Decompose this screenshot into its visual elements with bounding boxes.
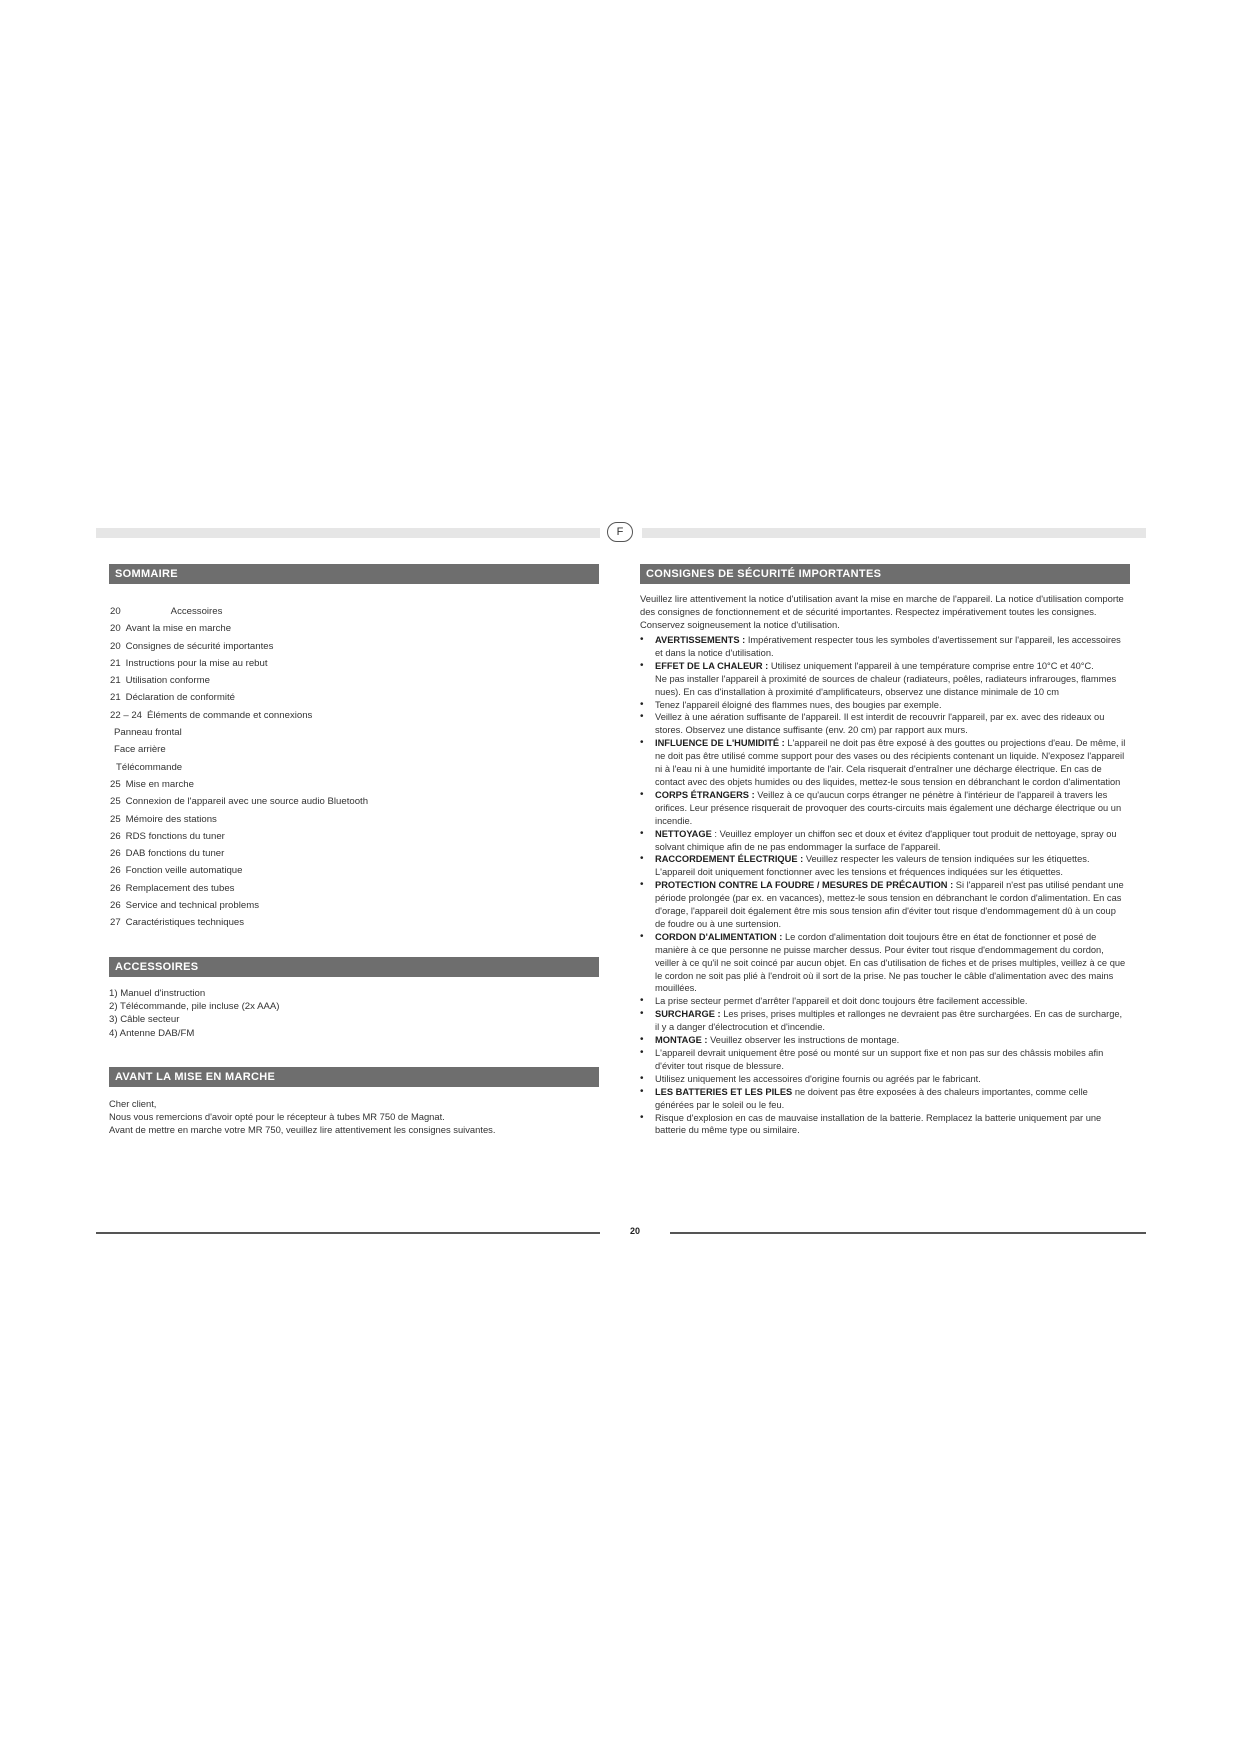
toc-entry (110, 897, 590, 914)
toc-entry (110, 880, 590, 897)
instruction-line: Avant de mettre en marche votre MR 750, veuillez lire attentivement les consignes suivantes. (109, 1124, 496, 1135)
toc-entry (110, 862, 590, 879)
safety-item (640, 1073, 1128, 1086)
toc-entry (110, 914, 590, 931)
safety-item (640, 995, 1128, 1008)
safety-item-text: Le cordon d'alimentation doit toujours être en état de fonctionner et posé de manière à ce que personne ne puisse marcher dessus. Pour éviter tout risque d'endommagement du cordon, veiller à ce qu'il ne soit coincé par aucun objet. En cas d'utilisation de fiches et de prises multiples, veillez à ce que le cordon ne soit pas plié à l'endroit où il sort de la prise. Ne pas toucher le câble d'alimentation avec des mains mouillées. (655, 931, 1126, 994)
toc-label: DAB fonctions du tuner (125, 848, 225, 860)
safety-item (640, 828, 1128, 854)
safety-item-title: EFFET DE LA CHALEUR : (655, 660, 769, 671)
safety-item (640, 737, 1128, 789)
safety-item (640, 931, 1128, 996)
toc-entry (110, 707, 590, 724)
consignes-header: CONSIGNES DE SÉCURITÉ IMPORTANTES (640, 564, 1130, 584)
safety-item-text: Veillez à une aération suffisante de l'appareil. Il est interdit de recouvrir l'appareil, par ex. avec des rideaux ou stores. Observez une distance suffisante (env. 20 cm) par rapport aux murs. (655, 712, 1105, 736)
toc-entry (110, 672, 590, 689)
toc-page-number: 21 (110, 692, 121, 704)
toc-page-number: 21 (110, 675, 121, 687)
toc-page-number: 26 (110, 848, 121, 860)
toc-entry (110, 793, 590, 810)
toc-entry (110, 828, 590, 845)
safety-item-title: MONTAGE : (655, 1035, 708, 1046)
list-item: 3) Câble secteur (109, 1014, 180, 1026)
toc-entry (110, 845, 590, 862)
safety-item-extra: Ne pas installer l'appareil à proximité de sources de chaleur (radiateurs, poêles, radiateurs infrarouges, flammes nues). En cas d'installation à proximité d'amplificateurs, observez une distance minimale de 10 cm (655, 673, 1117, 697)
toc-page-number: 26 (110, 830, 121, 842)
safety-item-title: PROTECTION CONTRE LA FOUDRE / MESURES DE PRÉCAUTION : (655, 880, 954, 891)
safety-item-text: : Veuillez employer un chiffon sec et doux et évitez d'appliquer tout produit de nettoyage, spray ou solvant chimique afin de ne pas endommager la surface de l'appareil. (655, 828, 1117, 852)
safety-item (640, 699, 1128, 712)
safety-item-title: CORPS ÉTRANGERS : (655, 789, 755, 800)
toc-label: Service and technical problems (125, 900, 259, 912)
language-badge: F (607, 522, 633, 542)
toc-page-number: 20 (110, 606, 121, 617)
safety-item-title: AVERTISSEMENTS : (655, 635, 746, 645)
safety-item (640, 1034, 1128, 1047)
toc-label: Avant la mise en marche (125, 623, 232, 635)
toc-label: Mise en marche (125, 778, 194, 790)
list-item: 4) Antenne DAB/FM (109, 1027, 195, 1039)
list-item: 1) Manuel d'instruction (109, 988, 206, 999)
toc-page-number: 25 (110, 813, 121, 825)
toc-label: Panneau frontal (114, 727, 182, 739)
toc-label: Accessoires (170, 606, 223, 617)
toc-entry (110, 776, 590, 793)
thanks-line: Nous vous remercions d'avoir opté pour le récepteur à tubes MR 750 de Magnat. (109, 1111, 445, 1122)
consignes-intro: Veuillez lire attentivement la notice d'utilisation avant la mise en marche de l'appareil. La notice d'utilisation comporte des consignes de fonctionnement et de sécurité importantes. Respectez impérativement toutes les consignes. Conservez soigneusement la notice d'utilisation. (640, 593, 1124, 630)
toc-page-number: 25 (110, 796, 121, 808)
toc-entry (110, 724, 590, 741)
toc-label: Fonction veille automatique (125, 865, 243, 877)
safety-item-text: Veuillez respecter les valeurs de tension indiquées sur les étiquettes. L'appareil doit uniquement fonctionner avec les tensions et fréquences indiquées sur les étiquettes. (655, 854, 1090, 878)
toc-entry (110, 689, 590, 706)
toc-entry (110, 741, 590, 758)
toc-label: Éléments de commande et connexions (147, 709, 313, 721)
safety-item (640, 1112, 1128, 1138)
safety-list (640, 634, 1128, 1137)
table-of-contents (110, 603, 590, 932)
safety-item (640, 1086, 1128, 1112)
toc-page-number: 20 (110, 623, 121, 635)
safety-item-text: L'appareil devrait uniquement être posé ou monté sur un support fixe et non pas sur des châssis mobiles afin d'éviter tout risque de blessure. (655, 1048, 1104, 1071)
safety-item-text: Veuillez observer les instructions de montage. (707, 1035, 900, 1046)
safety-item-text: Utilisez uniquement les accessoires d'origine fournis ou agréés par le fabricant. (655, 1073, 981, 1084)
toc-label: Utilisation conforme (125, 675, 210, 687)
list-item: 2) Télécommande, pile incluse (2x AAA) (109, 1001, 280, 1013)
safety-item-title: CORDON D'ALIMENTATION : (655, 931, 783, 942)
toc-page-number: 20 (110, 640, 121, 652)
header-rule-left (96, 528, 600, 538)
header-rule-right (642, 528, 1146, 538)
safety-item-text: Utilisez uniquement l'appareil à une température comprise entre 10°C et 40°C. (768, 660, 1094, 671)
toc-label: Connexion de l'appareil avec une source audio Bluetooth (125, 796, 369, 808)
toc-entry (110, 759, 590, 776)
safety-item-title: RACCORDEMENT ÉLECTRIQUE : (655, 854, 804, 865)
toc-label: Déclaration de conformité (125, 692, 235, 704)
toc-page-number: 26 (110, 865, 121, 877)
toc-label: RDS fonctions du tuner (125, 830, 225, 842)
safety-item-text: Les prises, prises multiples et rallonges ne devraient pas être surchargées. En cas de surcharge, il y a danger d'électrocution et d'incendie. (655, 1009, 1123, 1033)
safety-item-text: ne doivent pas être exposées à des chaleurs importantes, comme celle générées par le soleil ou le feu. (655, 1086, 1088, 1110)
safety-item (640, 660, 1128, 699)
safety-item-title: LES BATTERIES ET LES PILES (655, 1086, 793, 1097)
toc-label: Consignes de sécurité importantes (125, 640, 274, 652)
safety-item (640, 1047, 1128, 1073)
toc-label: Mémoire des stations (125, 813, 217, 825)
toc-page-number: 27 (110, 917, 121, 929)
accessoires-header: ACCESSOIRES (109, 957, 599, 977)
toc-entry (110, 811, 590, 828)
safety-item (640, 711, 1128, 737)
safety-item-text: Veillez à ce qu'aucun corps étranger ne pénètre à l'intérieur de l'appareil à travers les orifices. Leur présence risquerait de provoquer des courts-circuits mais également une décharge électrique ou un incendie. (655, 789, 1122, 826)
toc-label: Face arrière (114, 744, 166, 756)
footer-rule-right (670, 1232, 1146, 1234)
toc-entry (110, 620, 590, 637)
footer-rule-left (96, 1232, 600, 1234)
toc-entry (110, 638, 590, 655)
toc-entry (110, 655, 590, 672)
safety-item-text: L'appareil ne doit pas être exposé à des gouttes ou projections d'eau. De même, il ne doit pas être utilisé comme support pour des vases ou des récipients contenant un liquide. N'exposez l'appareil ni à l'eau ni à une humidité importante de l'air. Cela risquerait d'entraîner une décharge électrique. En cas de contact avec des objets humides ou des liquides, mettez-le sous tension en débranchant le cordon d'alimentation (655, 738, 1126, 787)
safety-item-text: Si l'appareil n'est pas utilisé pendant une période prolongée (par ex. en vacances), mettez-le sous tension en débranchant le cordon d'alimentation. En cas d'orage, l'appareil doit également être mis sous tension afin d'éviter tout risque d'endommagement dû à un coup de foudre ou à une surtension. (655, 880, 1124, 929)
toc-page-number: 22 – 24 (110, 709, 143, 721)
page-number: 20 (629, 1226, 640, 1236)
safety-item (640, 879, 1128, 931)
toc-page-number: 25 (110, 778, 121, 790)
accessories-list (109, 987, 279, 1040)
toc-label: Télécommande (116, 761, 183, 773)
safety-item-text: Impérativement respecter tous les symboles d'avertissement sur l'appareil, les accessoires et dans la notice d'utilisation. (655, 635, 1121, 658)
toc-label: Instructions pour la mise au rebut (125, 657, 268, 669)
toc-entry (110, 603, 590, 620)
safety-item (640, 1008, 1128, 1034)
toc-page-number: 21 (110, 657, 121, 669)
toc-page-number: 26 (110, 900, 121, 912)
toc-page-number: 26 (110, 882, 121, 894)
safety-item-text: La prise secteur permet d'arrêter l'appareil et doit donc toujours être facilement accessible. (655, 996, 1028, 1007)
safety-item-text: Risque d'explosion en cas de mauvaise installation de la batterie. Remplacez la batterie uniquement par une batterie du même type ou similaire. (655, 1112, 1102, 1136)
safety-item (640, 853, 1128, 879)
safety-item-text: Tenez l'appareil éloigné des flammes nues, des bougies par exemple. (655, 699, 942, 710)
safety-item (640, 789, 1128, 828)
greeting: Cher client, (109, 1098, 157, 1109)
avant-header: AVANT LA MISE EN MARCHE (109, 1067, 599, 1087)
safety-item-title: NETTOYAGE (655, 828, 712, 839)
safety-item (640, 634, 1128, 660)
toc-label: Caractéristiques techniques (125, 917, 245, 929)
safety-item-title: SURCHARGE : (655, 1009, 721, 1020)
avant-text (109, 1097, 495, 1136)
safety-item-title: INFLUENCE DE L'HUMIDITÉ : (655, 738, 785, 749)
toc-label: Remplacement des tubes (125, 882, 235, 894)
sommaire-header: SOMMAIRE (109, 564, 599, 584)
